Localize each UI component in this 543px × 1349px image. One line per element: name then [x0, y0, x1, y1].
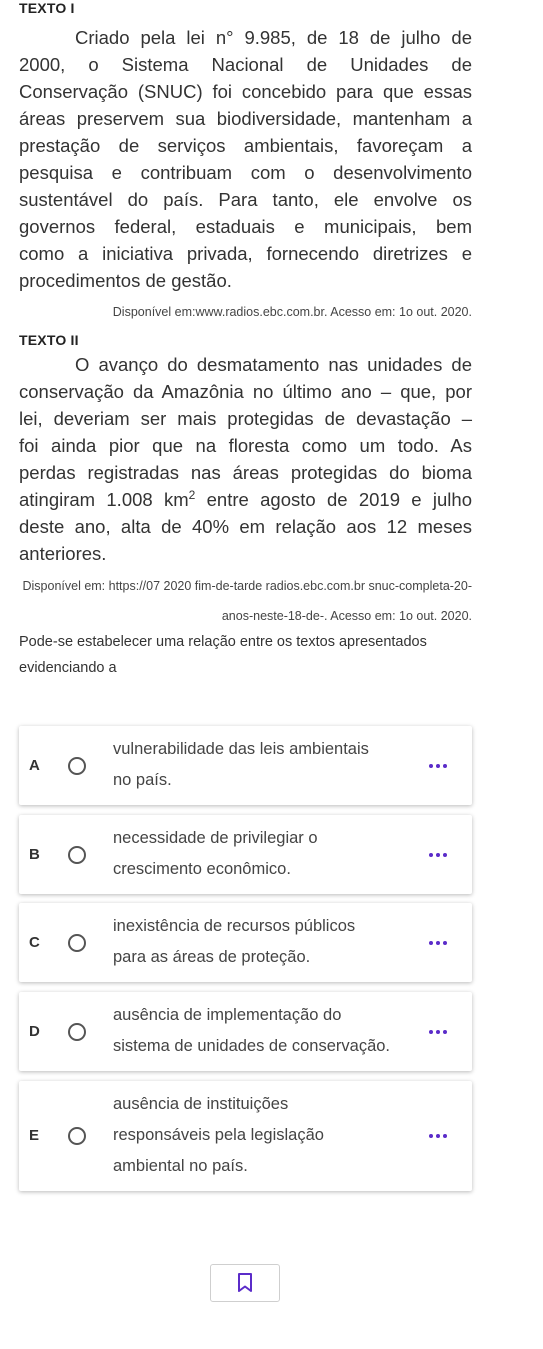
- texto-1-line: procedimentos de gestão.: [19, 270, 232, 291]
- option-text-line: crescimento econômico.: [113, 860, 291, 878]
- texto-1-line: pesquisa e contribuam com o desenvolvimento: [19, 162, 472, 183]
- more-horizontal-icon[interactable]: [429, 1134, 447, 1138]
- texto-2-source-line-2: anos-neste-18-de-. Acesso em: 1o out. 2020.: [221, 609, 472, 623]
- option-text: [113, 1089, 413, 1182]
- option-text-line: vulnerabilidade das leis ambientais: [113, 740, 369, 758]
- option-letter: A: [29, 757, 40, 774]
- option-d[interactable]: [19, 992, 472, 1071]
- more-horizontal-icon[interactable]: [429, 853, 447, 857]
- option-text-line: ambiental no país.: [113, 1157, 248, 1175]
- option-text-line: responsáveis pela legislação: [113, 1126, 324, 1144]
- option-text-line: necessidade de privilegiar o: [113, 829, 318, 847]
- radio-button[interactable]: [68, 1023, 86, 1041]
- option-letter: C: [29, 934, 40, 951]
- texto-1-heading: TEXTO I: [19, 0, 75, 16]
- option-letter: D: [29, 1023, 40, 1040]
- area-superscript: 2: [188, 487, 196, 502]
- area-line-rest: entre agosto de 2019 e julho: [195, 489, 472, 510]
- more-horizontal-icon[interactable]: [429, 1030, 447, 1034]
- option-text: [113, 823, 413, 885]
- option-b[interactable]: [19, 815, 472, 894]
- question-stem: [19, 629, 479, 681]
- option-letter: B: [29, 846, 40, 863]
- more-horizontal-icon[interactable]: [429, 941, 447, 945]
- bookmark-button[interactable]: [210, 1264, 280, 1302]
- texto-2-line: lei, deveriam ser mais protegidas de devastação –: [19, 408, 472, 429]
- texto-2-line: [19, 486, 472, 513]
- option-text: [113, 1000, 443, 1062]
- texto-1-line: áreas preservem sua biodiversidade, mantenham a: [19, 108, 472, 129]
- option-text: [113, 911, 413, 973]
- texto-2-source-line-1: Disponível em: https://07 2020 fim-de-tarde radios.ebc.com.br snuc-completa-20-: [22, 579, 472, 593]
- texto-2-heading: TEXTO II: [19, 332, 79, 348]
- texto-2-line: O avanço do desmatamento nas unidades de: [75, 354, 472, 375]
- option-text: [113, 734, 413, 796]
- texto-2-line: perdas registradas nas áreas protegidas do bioma: [19, 462, 472, 483]
- radio-button[interactable]: [68, 1127, 86, 1145]
- texto-1-line: como a iniciativa privada, fornecendo diretrizes e: [19, 243, 472, 264]
- area-value: atingiram 1.008 km: [19, 489, 189, 510]
- question-line: evidenciando a: [19, 660, 117, 676]
- option-letter: E: [29, 1127, 40, 1144]
- option-c[interactable]: [19, 903, 472, 982]
- texto-1-source: Disponível em:www.radios.ebc.com.br. Acesso em: 1o out. 2020.: [112, 305, 472, 319]
- option-text-line: no país.: [113, 771, 172, 789]
- texto-1-line: Conservação (SNUC) foi concebido para que essas: [19, 81, 472, 102]
- option-text-line: ausência de implementação do: [113, 1006, 342, 1024]
- texto-1-line: 2000, o Sistema Nacional de Unidades de: [19, 54, 472, 75]
- texto-1-body: [19, 24, 472, 294]
- texto-2-line: conservação da Amazônia no último ano – que, por: [19, 381, 472, 402]
- option-text-line: inexistência de recursos públicos: [113, 917, 356, 935]
- texto-2-body: [19, 351, 472, 567]
- option-a[interactable]: [19, 726, 472, 805]
- bookmark-icon: [237, 1273, 253, 1293]
- texto-2-line: foi ainda pior que na floresta como um todo. As: [19, 435, 472, 456]
- texto-1-line: governos federal, estaduais e municipais, bem: [19, 216, 472, 237]
- option-text-line: ausência de instituições: [113, 1095, 289, 1113]
- texto-1-line: Criado pela lei n° 9.985, de 18 de julho de: [75, 27, 472, 48]
- texto-2-line: deste ano, alta de 40% em relação aos 12 meses: [19, 516, 472, 537]
- radio-button[interactable]: [68, 757, 86, 775]
- option-e[interactable]: [19, 1081, 472, 1191]
- more-horizontal-icon[interactable]: [429, 764, 447, 768]
- radio-button[interactable]: [68, 846, 86, 864]
- radio-button[interactable]: [68, 934, 86, 952]
- texto-2-line: anteriores.: [19, 543, 107, 564]
- texto-1-line: sustentável do país. Para tanto, ele envolve os: [19, 189, 472, 210]
- question-line: Pode-se estabelecer uma relação entre os textos apresentados: [19, 634, 427, 650]
- option-text-line: sistema de unidades de conservação.: [113, 1037, 391, 1055]
- texto-1-line: prestação de serviços ambientais, favoreçam a: [19, 135, 472, 156]
- option-text-line: para as áreas de proteção.: [113, 948, 311, 966]
